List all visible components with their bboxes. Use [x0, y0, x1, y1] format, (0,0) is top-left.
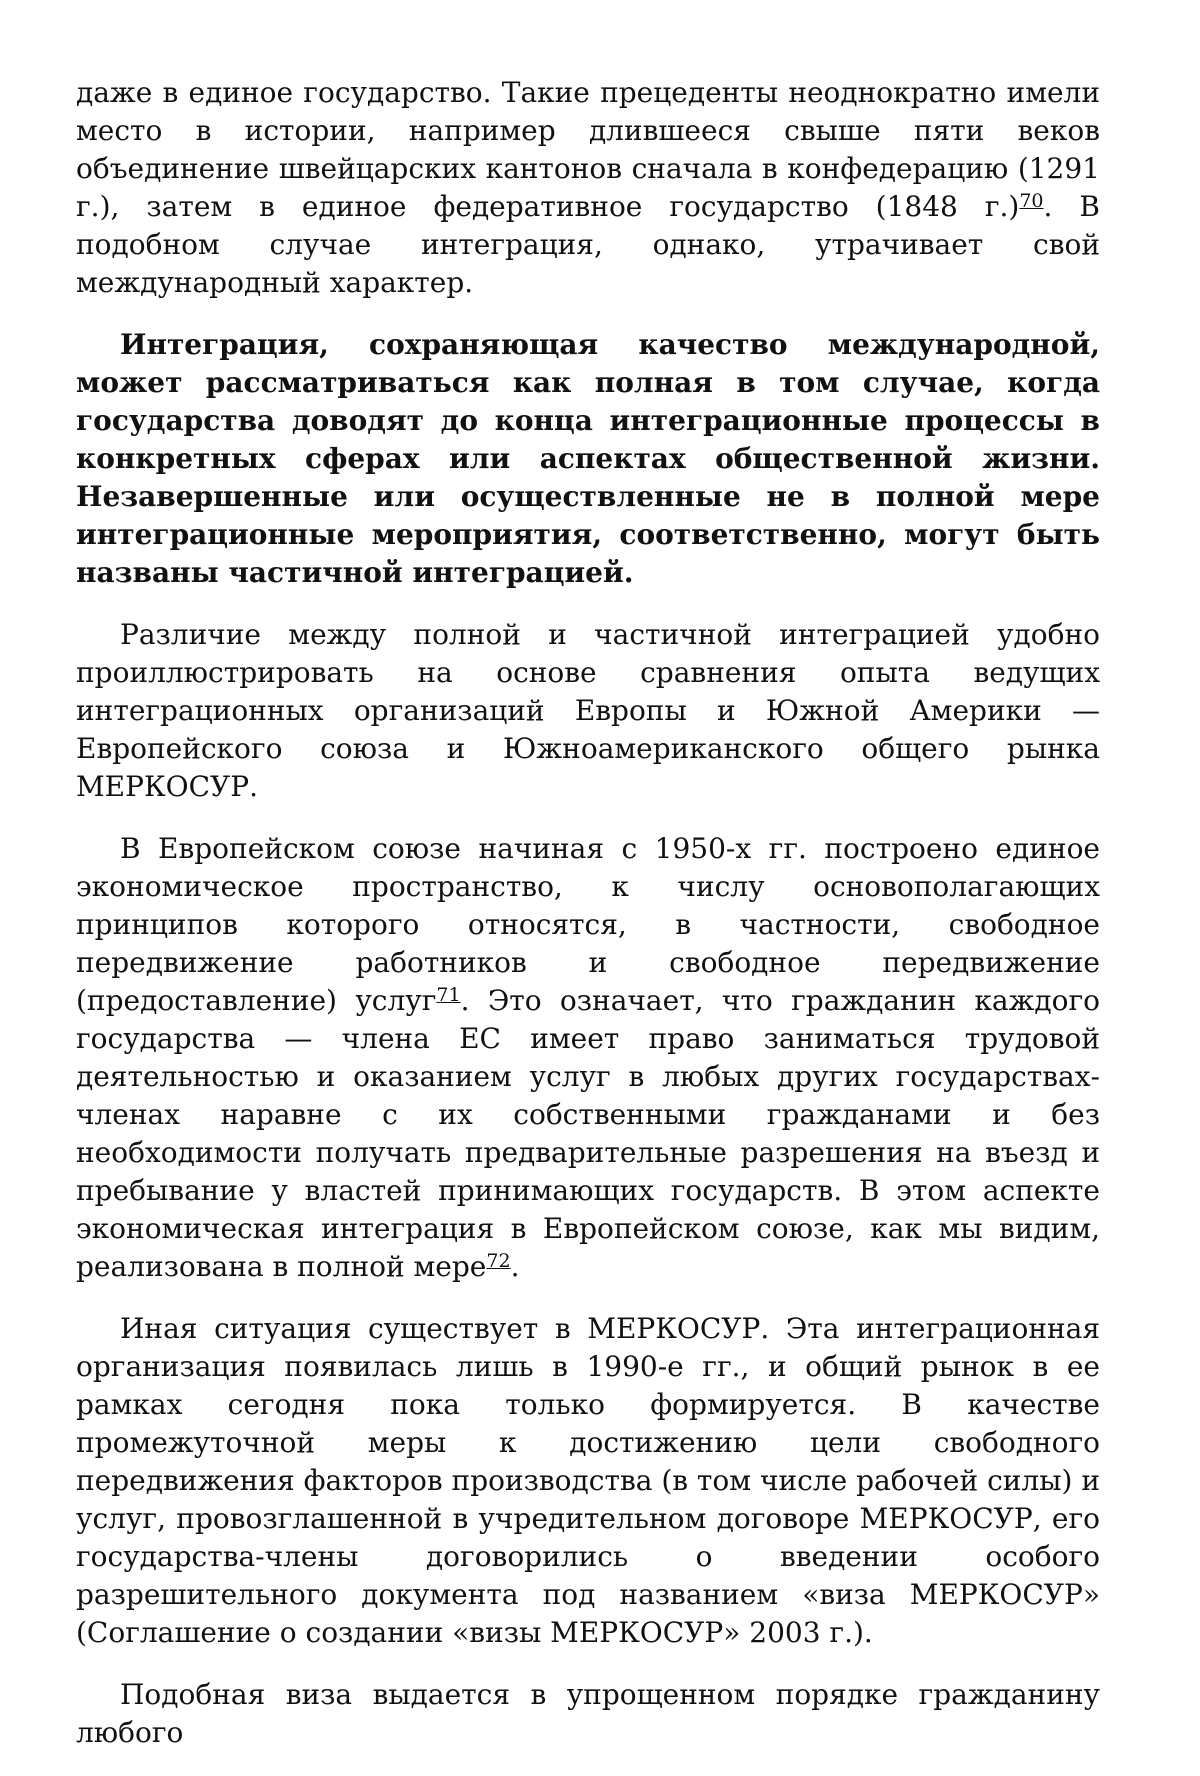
paragraph-european-union	[76, 830, 1100, 1286]
paragraph-text: . Это означает, что гражданин каждого государства — члена ЕС имеет право заниматься трудовой деятельностью и оказанием услуг в любых других государствах-членах наравне с их собственными гражданами и без необходимости получать предварительные разрешения на въезд и пребывание у властей принимающих государств. В этом аспекте экономическая интеграция в Европейском союзе, как мы видим, реализована в полной мере	[76, 984, 1100, 1283]
paragraph-text: В Европейском союзе начиная с 1950-х гг. построено единое экономическое пространство, к числу основополагающих принципов которого относятся, в частности, свободное передвижение работников и свободное передвижение (предоставление) услуг	[76, 832, 1100, 1017]
footnote-ref-71[interactable]: 71	[436, 984, 461, 1006]
paragraph-text: . В подобном случае интеграция, однако, утрачивает свой международный характер.	[76, 190, 1100, 299]
paragraph-swiss-precedent	[76, 74, 1100, 302]
footnote-ref-72[interactable]: 72	[486, 1250, 511, 1272]
paragraph-mercosur: Иная ситуация существует в МЕРКОСУР. Эта интеграционная организация появилась лишь в 1990-е гг., и общий рынок в ее рамках сегодня пока только формируется. В качестве промежуточной меры к достижению цели свободного передвижения факторов производства (в том числе рабочей силы) и услуг, провозглашенной в учредительном договоре МЕРКОСУР, его государства-члены договорились о введении особого разрешительного документа под названием «виза МЕРКОСУР» (Соглашение о создании «визы МЕРКОСУР» 2003 г.).	[76, 1312, 1100, 1649]
paragraph-full-integration-definition: Интеграция, сохраняющая качество международной, может рассматриваться как полная в том случае, когда государства доводят до конца интеграционные процессы в конкретных сферах или аспектах общественной жизни. Незавершенные или осуществленные не в полной мере интеграционные мероприятия, соответственно, могут быть названы частичной интеграцией.	[76, 328, 1100, 589]
document-page	[76, 74, 1100, 1776]
paragraph-visa-start: Подобная виза выдается в упрощенном порядке гражданину любого	[76, 1678, 1100, 1749]
paragraph-full-vs-partial: Различие между полной и частичной интеграцией удобно проиллюстрировать на основе сравнения опыта ведущих интеграционных организаций Европы и Южной Америки — Европейского союза и Южноамериканского общего рынка МЕРКОСУР.	[76, 618, 1100, 803]
paragraph-text: .	[510, 1250, 520, 1283]
paragraph-text: даже в единое государство. Такие прецеденты неоднократно имели место в истории, например длившееся свыше пяти веков объединение швейцарских кантонов сначала в конфедерацию (1291 г.), затем в единое федеративное государство (1848 г.)	[76, 76, 1100, 223]
footnote-ref-70[interactable]: 70	[1019, 190, 1044, 212]
